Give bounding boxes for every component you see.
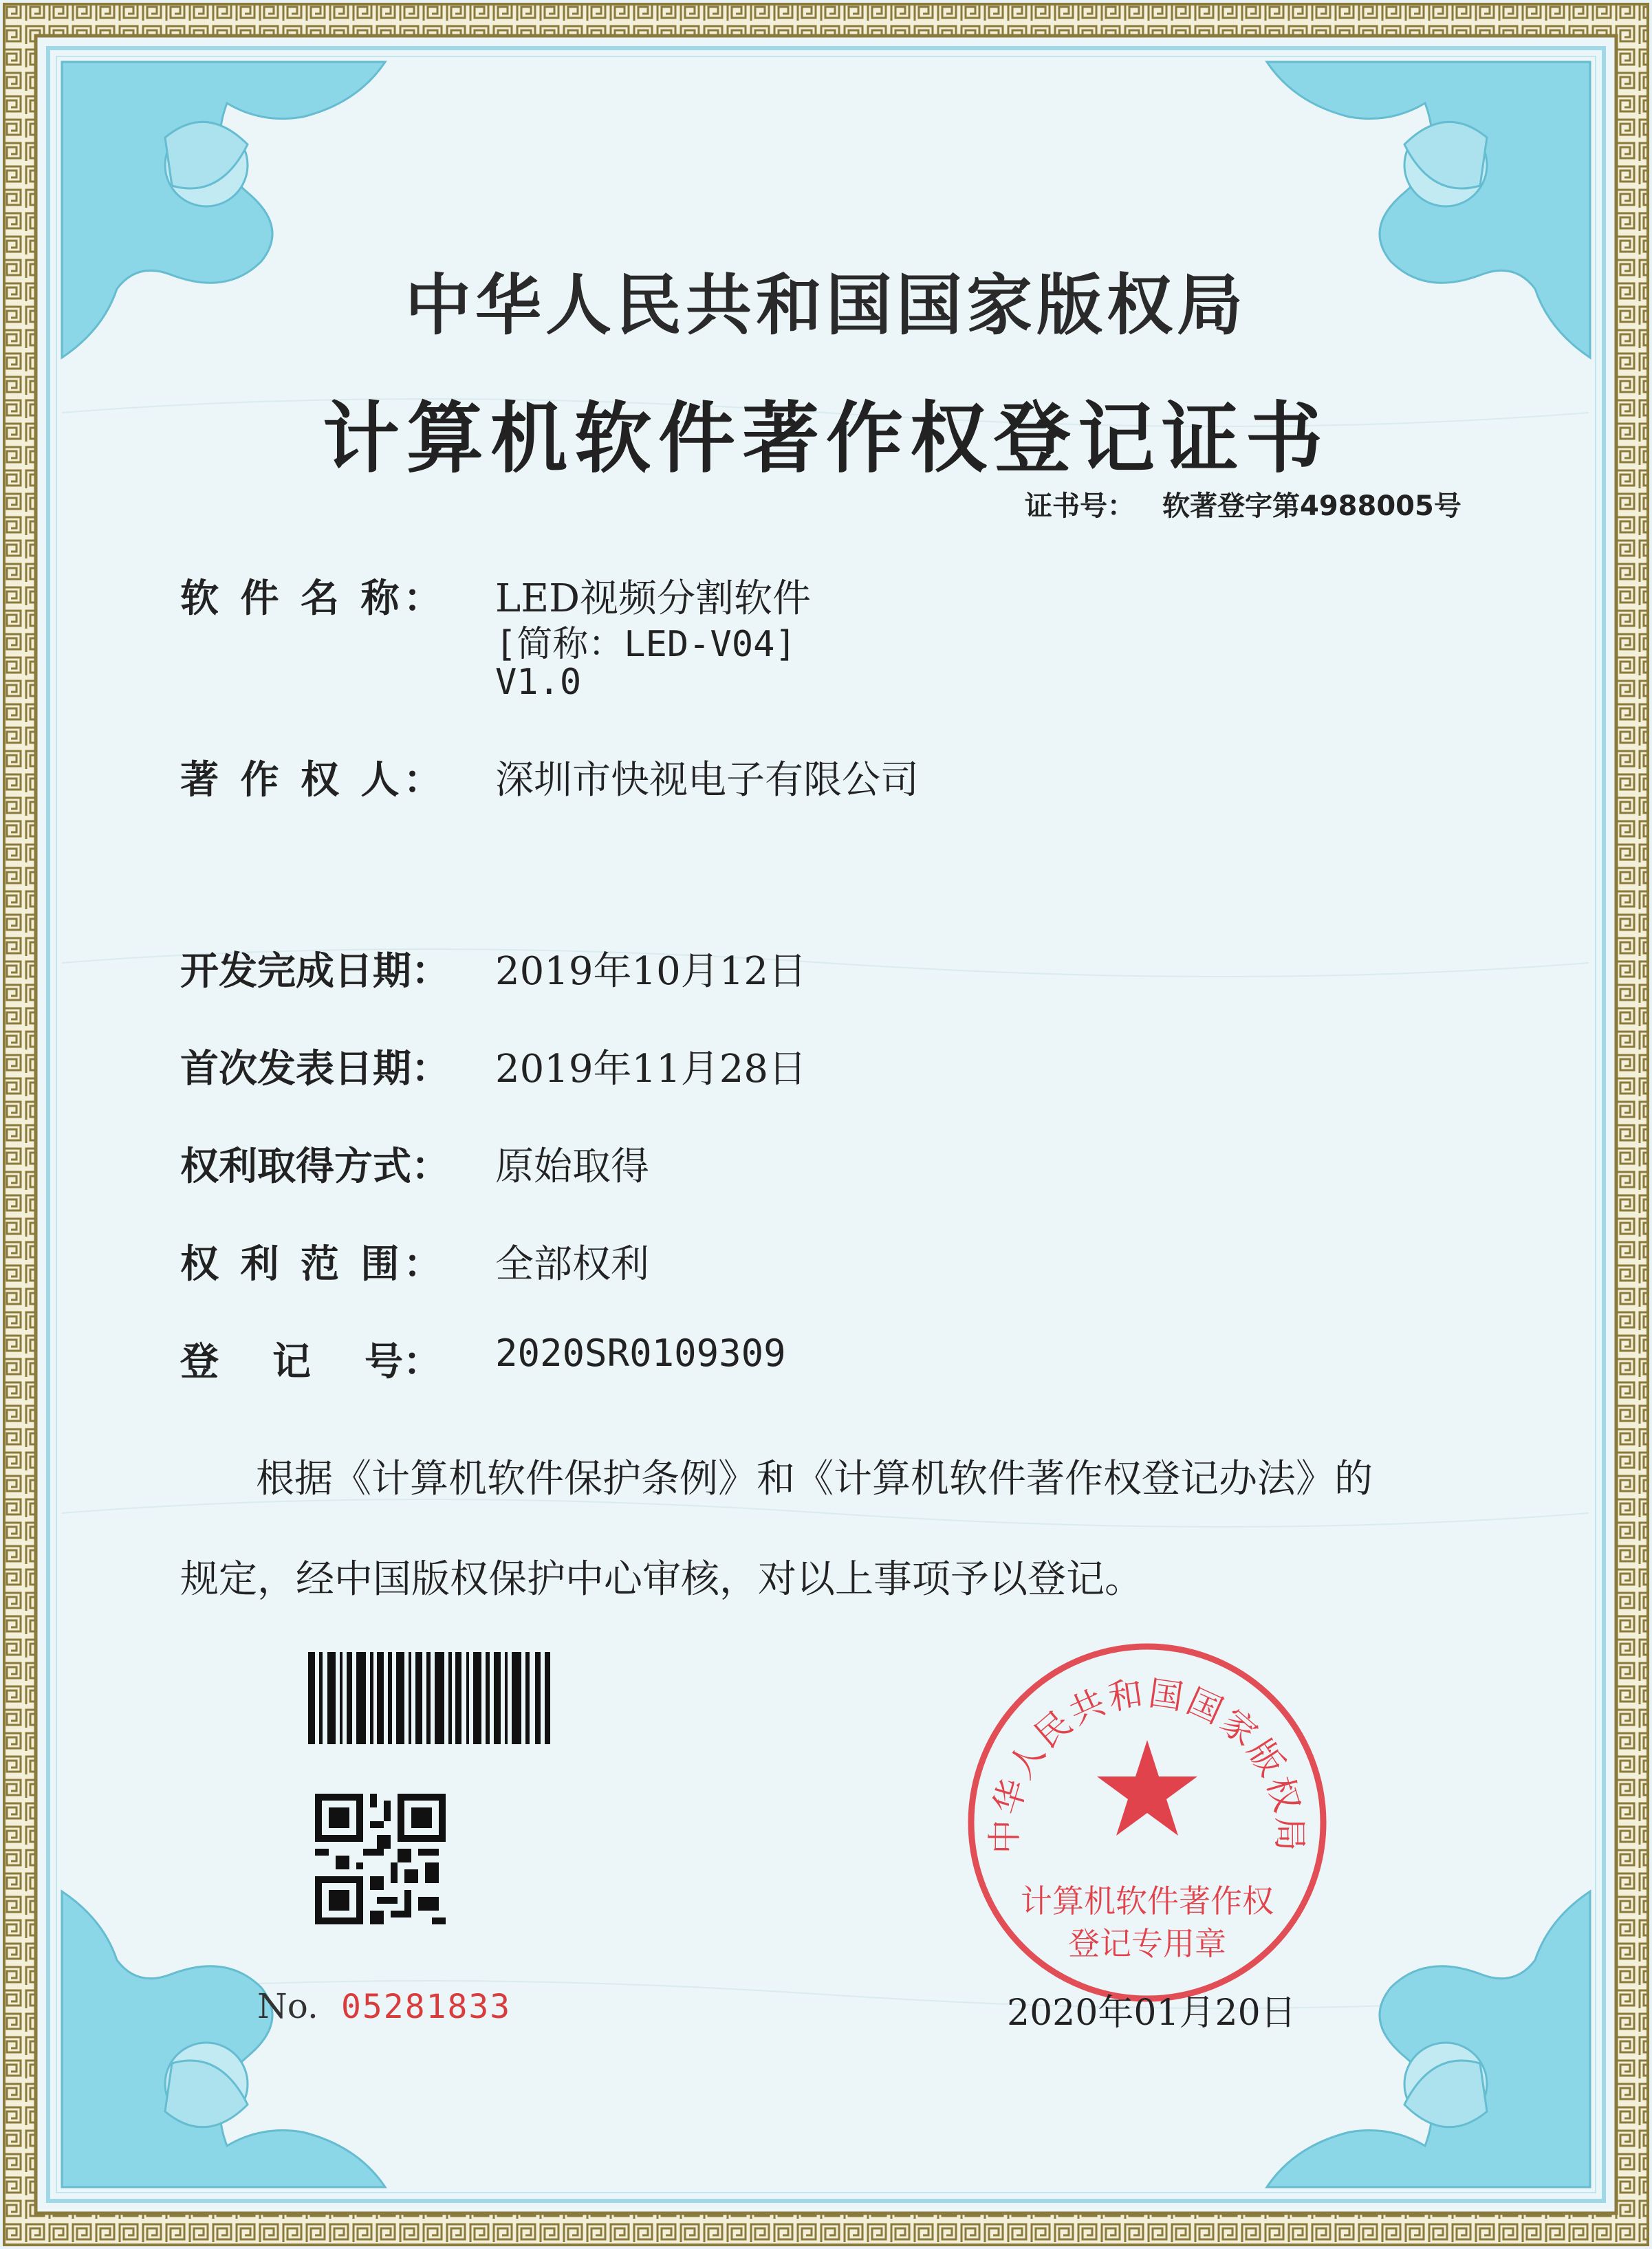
serial-label: No. bbox=[257, 1986, 318, 2026]
reg-no-label: 登 记 号： bbox=[180, 1339, 442, 1384]
software-version: V1.0 bbox=[495, 662, 582, 703]
issue-date: 2020年01月20日 bbox=[1007, 1992, 1296, 2034]
certificate-title: 计算机软件著作权登记证书 bbox=[323, 393, 1329, 484]
acquire: 原始取得 bbox=[495, 1144, 649, 1189]
seal-line-2: 登记专用章 bbox=[1068, 1925, 1226, 1962]
reg-no: 2020SR0109309 bbox=[495, 1332, 786, 1375]
cert-number: 软著登字第4988005号 bbox=[1162, 490, 1461, 522]
body-line-1: 根据《计算机软件保护条例》和《计算机软件著作权登记办法》的 bbox=[256, 1457, 1373, 1501]
software-short-name: [简称：LED-V04] bbox=[495, 624, 796, 665]
serial-number: 05281833 bbox=[341, 1988, 512, 2026]
pub-date: 2019年11月28日 bbox=[495, 1047, 807, 1091]
body-line-2: 规定，经中国版权保护中心审核，对以上事项予以登记。 bbox=[180, 1557, 1143, 1602]
dev-date-label: 开发完成日期： bbox=[180, 948, 450, 994]
acquire-label: 权利取得方式： bbox=[180, 1144, 450, 1189]
scope-label: 权 利 范 围： bbox=[180, 1241, 446, 1287]
star-icon bbox=[1097, 1740, 1197, 1836]
pub-date-label: 首次发表日期： bbox=[180, 1046, 450, 1091]
seal-ring-text: 中华人民共和国国家版权局 bbox=[984, 1673, 1310, 1854]
authority-title: 中华人民共和国国家版权局 bbox=[405, 266, 1247, 344]
cert-number-label: 证书号： bbox=[1025, 490, 1135, 522]
barcode-icon bbox=[308, 1652, 550, 1744]
dev-date: 2019年10月12日 bbox=[495, 949, 807, 994]
software-name: LED视频分割软件 bbox=[495, 576, 811, 621]
software-name-label: 软 件 名 称： bbox=[180, 576, 446, 621]
scope: 全部权利 bbox=[495, 1242, 649, 1287]
qr-code-icon bbox=[315, 1794, 446, 1924]
owner-label: 著 作 权 人： bbox=[180, 757, 446, 803]
seal-line-1: 计算机软件著作权 bbox=[1021, 1882, 1274, 1920]
owner: 深圳市快视电子有限公司 bbox=[495, 758, 919, 803]
